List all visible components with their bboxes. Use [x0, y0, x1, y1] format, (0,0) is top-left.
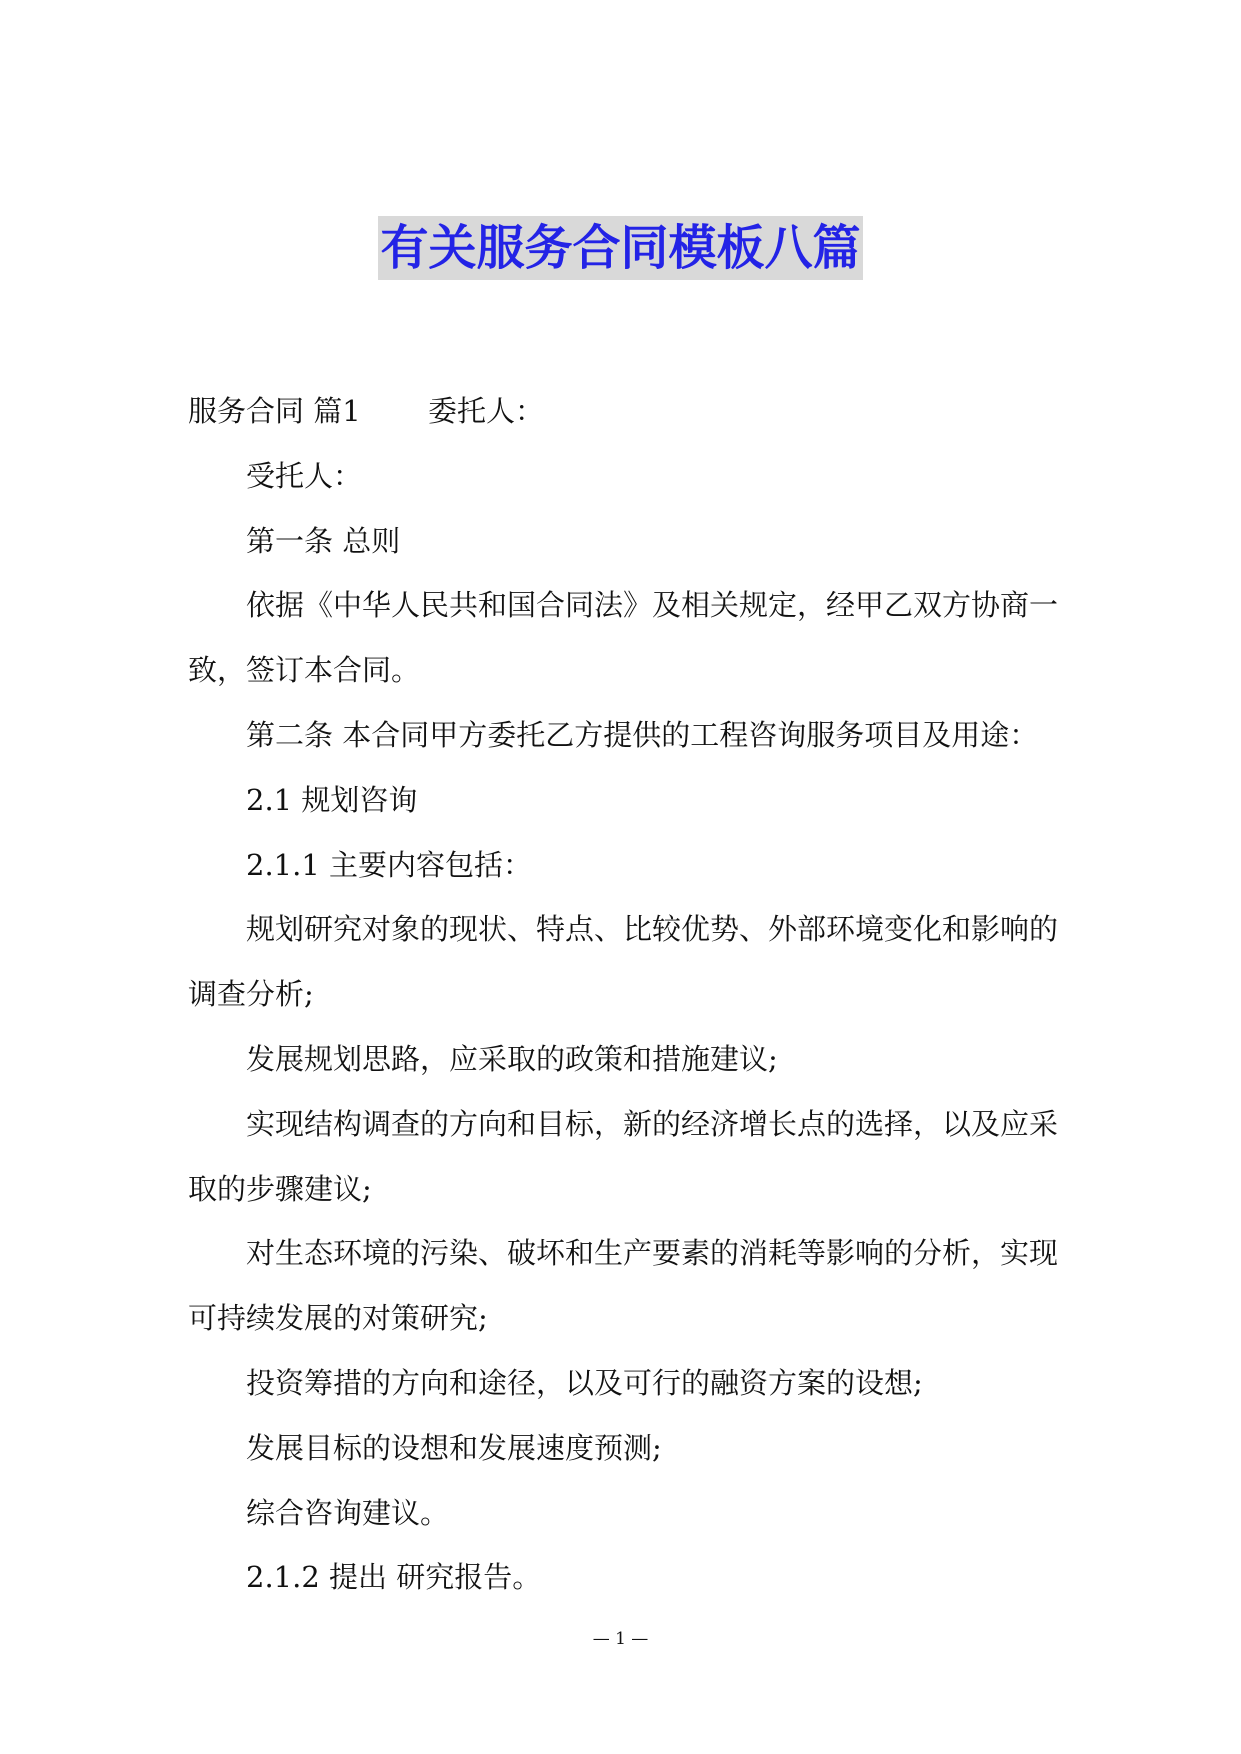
paragraph-line: 对生态环境的污染、破坏和生产要素的消耗等影响的分析，实现: [246, 1236, 1059, 1271]
paragraph-line: 委托人：: [428, 394, 545, 428]
clause-heading: 2.1.2 提出 研究报告。: [246, 1560, 542, 1595]
paragraph-line: 规划研究对象的现状、特点、比较优势、外部环境变化和影响的: [246, 912, 1059, 947]
paragraph-line: 致，签订本合同。: [188, 653, 421, 688]
paragraph-line: 投资筹措的方向和途径，以及可行的融资方案的设想;: [246, 1365, 923, 1400]
article-heading: 第二条 本合同甲方委托乙方提供的工程咨询服务项目及用途：: [246, 717, 1039, 752]
paragraph: [188, 379, 1068, 444]
paragraph-line: 受托人：: [246, 458, 363, 493]
paragraph-line: 可持续发展的对策研究;: [188, 1301, 488, 1336]
document-body: [188, 379, 1068, 1610]
paragraph-line: 取的步骤建议;: [188, 1171, 372, 1206]
page-number: — 1 —: [592, 1629, 649, 1649]
article-heading: 第一条 总则: [246, 523, 401, 558]
title-container: [0, 216, 1241, 280]
document-title: 有关服务合同模板八篇: [378, 216, 862, 280]
paragraph-line: 调查分析;: [188, 977, 314, 1012]
clause-heading: 2.1.1 主要内容包括：: [246, 847, 533, 882]
clause-heading: 2.1 规划咨询: [246, 782, 418, 817]
paragraph-line: 依据《中华人民共和国合同法》及相关规定，经甲乙双方协商一: [246, 588, 1059, 623]
section-heading: 服务合同 篇1: [188, 394, 361, 428]
paragraph-line: 发展目标的设想和发展速度预测;: [246, 1430, 662, 1465]
paragraph-line: 综合咨询建议。: [246, 1495, 450, 1530]
paragraph-line: 实现结构调查的方向和目标，新的经济增长点的选择，以及应采: [246, 1106, 1059, 1141]
paragraph-line: 发展规划思路，应采取的政策和措施建议;: [246, 1041, 778, 1076]
